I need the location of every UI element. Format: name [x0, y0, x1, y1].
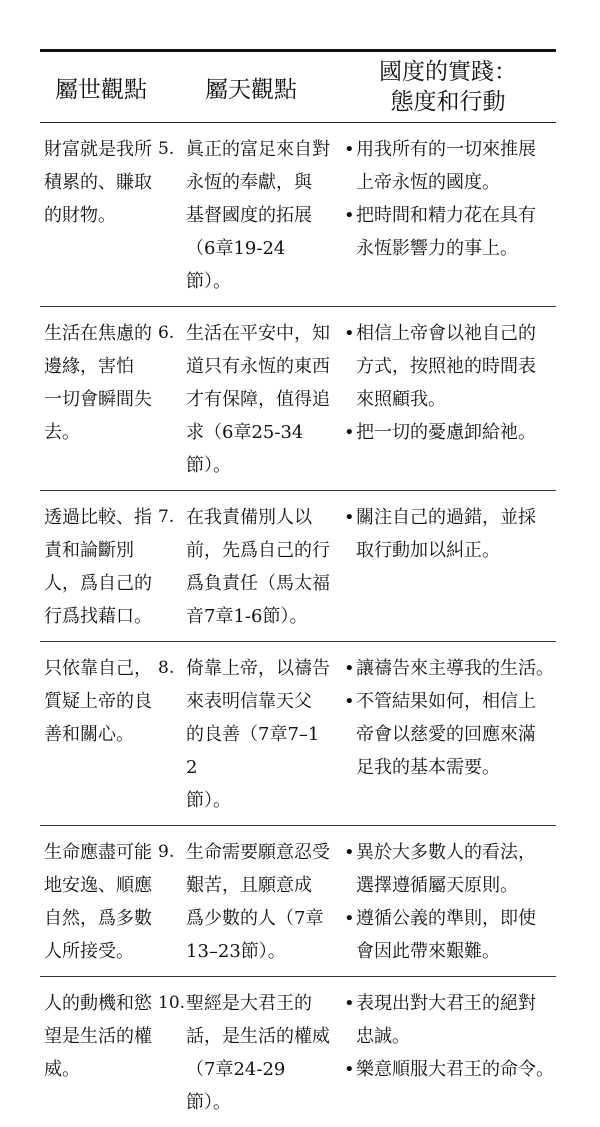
- bullet-icon: •: [344, 507, 355, 528]
- bullet-text: [356, 652, 556, 685]
- text-line: 善和關心。: [44, 724, 134, 745]
- bullet-icon: •: [344, 908, 355, 929]
- bullet-text: [356, 902, 556, 968]
- text-line: 質疑上帝的良: [44, 691, 152, 712]
- text-line: 選擇遵循屬天原則。: [356, 875, 518, 896]
- item-number: 10.: [158, 993, 186, 1013]
- bullet-icon: •: [344, 1059, 355, 1080]
- text-line: 基督國度的拓展: [186, 205, 312, 226]
- worldly-view-cell: [40, 501, 152, 633]
- worldly-view-cell: [40, 133, 152, 298]
- text-line: 遵循公義的準則，即使: [356, 908, 536, 929]
- heavenly-view-cell: [158, 501, 336, 633]
- text-line: 道只有永恆的東西: [186, 356, 330, 377]
- text-line: 財富就是我所: [44, 139, 152, 160]
- text-line: 用我所有的一切來推展: [356, 139, 536, 160]
- text-line: 艱苦，且願意成: [186, 875, 312, 896]
- text-line: 取行動加以糾正。: [356, 540, 500, 561]
- bullet-item: [344, 987, 556, 1053]
- text-line: 來表明信靠天父: [186, 691, 312, 712]
- text-line: 生命需要願意忍受: [186, 842, 330, 863]
- bullet-icon: •: [344, 993, 355, 1014]
- bullet-text: [356, 133, 556, 199]
- table-row: [40, 826, 556, 977]
- header-practice-line: 態度和行動: [390, 89, 506, 115]
- text-line: 一切會瞬間失: [44, 389, 152, 410]
- text-line: 的財物。: [44, 205, 116, 226]
- table-row: [40, 307, 556, 491]
- bullet-text: [356, 199, 556, 265]
- heavenly-view-text: [186, 987, 330, 1119]
- heavenly-view-text: [186, 133, 330, 298]
- table-header: [40, 52, 556, 123]
- text-line: 去。: [44, 422, 80, 443]
- bullet-item: [344, 836, 556, 902]
- bullet-item: [344, 199, 556, 265]
- bullet-icon: •: [344, 205, 355, 226]
- text-line: 會因此帶來艱難。: [356, 941, 500, 962]
- worldly-view-cell: [40, 317, 152, 482]
- text-line: 求（6章25-34節）。: [186, 422, 304, 476]
- text-line: 只依靠自己，: [44, 658, 152, 679]
- text-line: （7章24-29節）。: [186, 1059, 286, 1113]
- text-line: 人，爲自己的: [44, 573, 152, 594]
- text-line: 爲負責任（馬太福: [186, 573, 330, 594]
- bullet-icon: •: [344, 139, 355, 160]
- text-line: 透過比較、指: [44, 507, 152, 528]
- table-row: [40, 977, 556, 1127]
- text-line: 永恆的奉獻，與: [186, 172, 312, 193]
- header-worldly: 屬世觀點: [55, 76, 147, 103]
- text-line: 眞正的富足來自對: [186, 139, 330, 160]
- item-number: 9.: [158, 842, 175, 862]
- text-line: （6章19-24節）。: [186, 238, 286, 292]
- bullet-item: [344, 652, 556, 685]
- item-number: 5.: [158, 139, 175, 159]
- comparison-table: [40, 49, 556, 1127]
- heavenly-view-cell: [158, 836, 336, 968]
- text-line: 責和論斷別: [44, 540, 134, 561]
- text-line: 關注自己的過錯，並採: [356, 507, 536, 528]
- bullet-icon: •: [344, 323, 355, 344]
- bullet-icon: •: [344, 422, 355, 443]
- heavenly-view-cell: [158, 317, 336, 482]
- worldly-view-cell: [40, 987, 152, 1119]
- text-line: 不管結果如何，相信上: [356, 691, 536, 712]
- text-line: 13–23節）。: [186, 941, 286, 962]
- text-line: 異於大多數人的看法，: [356, 842, 536, 863]
- text-line: 行爲找藉口。: [44, 606, 152, 627]
- bullet-text: [356, 501, 556, 567]
- item-number: 8.: [158, 658, 175, 678]
- text-line: 相信上帝會以祂自己的: [356, 323, 536, 344]
- bullet-item: [344, 317, 556, 416]
- text-line: 音7章1-6節）。: [186, 606, 308, 627]
- bullet-text: [356, 1053, 556, 1086]
- text-line: 在我責備別人以: [186, 507, 312, 528]
- bullet-icon: •: [344, 842, 355, 863]
- text-line: 帝會以慈愛的回應來滿: [356, 724, 536, 745]
- heavenly-view-cell: [158, 652, 336, 817]
- bullet-text: [356, 317, 556, 416]
- text-line: 話，是生活的權威: [186, 1026, 330, 1047]
- bullet-item: [344, 133, 556, 199]
- bullet-item: [344, 902, 556, 968]
- bullet-item: [344, 685, 556, 784]
- bullet-item: [344, 1053, 556, 1086]
- bullet-text: [356, 836, 556, 902]
- bullet-text: [356, 987, 556, 1053]
- bullet-item: [344, 416, 556, 449]
- text-line: 來照顧我。: [356, 389, 446, 410]
- heavenly-view-cell: [158, 987, 336, 1119]
- text-line: 足我的基本需要。: [356, 757, 500, 778]
- practice-cell: [336, 133, 556, 298]
- text-line: 表現出對大君王的絕對: [356, 993, 536, 1014]
- text-line: 人的動機和慾: [44, 993, 152, 1014]
- text-line: 前，先爲自己的行: [186, 540, 330, 561]
- bullet-text: [356, 416, 556, 449]
- heavenly-view-text: [186, 652, 330, 817]
- table-body: [40, 123, 556, 1127]
- heavenly-view-text: [186, 317, 330, 482]
- bullet-icon: •: [344, 658, 355, 679]
- item-number: 6.: [158, 323, 175, 343]
- text-line: 的良善（7章7–12: [186, 724, 320, 778]
- text-line: 生命應盡可能: [44, 842, 152, 863]
- header-practice-line: 國度的實踐：: [379, 59, 517, 85]
- text-line: 把時間和精力花在具有: [356, 205, 536, 226]
- practice-cell: [336, 987, 556, 1119]
- text-line: 樂意順服大君王的命令。: [356, 1059, 554, 1080]
- heavenly-view-text: [186, 501, 330, 633]
- practice-cell: [336, 836, 556, 968]
- heavenly-view-text: [186, 836, 330, 968]
- bullet-text: [356, 685, 556, 784]
- text-line: 積累的、賺取: [44, 172, 152, 193]
- table-row: [40, 642, 556, 826]
- text-line: 人所接受。: [44, 941, 134, 962]
- text-line: 地安逸、順應: [44, 875, 152, 896]
- practice-cell: [336, 652, 556, 817]
- header-practice: [340, 57, 556, 117]
- text-line: 節）。: [186, 790, 231, 811]
- text-line: 威。: [44, 1059, 80, 1080]
- text-line: 生活在平安中，知: [186, 323, 330, 344]
- text-line: 邊緣，害怕: [44, 356, 134, 377]
- worldly-view-cell: [40, 652, 152, 817]
- bullet-item: [344, 501, 556, 567]
- worldly-view-cell: [40, 836, 152, 968]
- text-line: 上帝永恆的國度。: [356, 172, 500, 193]
- practice-cell: [336, 501, 556, 633]
- text-line: 生活在焦慮的: [44, 323, 152, 344]
- table-row: [40, 123, 556, 307]
- text-line: 自然，爲多數: [44, 908, 152, 929]
- text-line: 才有保障，值得追: [186, 389, 330, 410]
- heavenly-view-cell: [158, 133, 336, 298]
- text-line: 永恆影響力的事上。: [356, 238, 518, 259]
- text-line: 倚靠上帝，以禱告: [186, 658, 330, 679]
- practice-cell: [336, 317, 556, 482]
- header-heavenly: 屬天觀點: [205, 76, 297, 103]
- text-line: 方式，按照祂的時間表: [356, 356, 536, 377]
- text-line: 讓禱告來主導我的生活。: [356, 658, 554, 679]
- bullet-icon: •: [344, 691, 355, 712]
- text-line: 忠誠。: [356, 1026, 410, 1047]
- item-number: 7.: [158, 507, 175, 527]
- text-line: 把一切的憂慮卸給祂。: [356, 422, 536, 443]
- text-line: 望是生活的權: [44, 1026, 152, 1047]
- text-line: 爲少數的人（7章: [186, 908, 324, 929]
- text-line: 聖經是大君王的: [186, 993, 312, 1014]
- table-row: [40, 491, 556, 642]
